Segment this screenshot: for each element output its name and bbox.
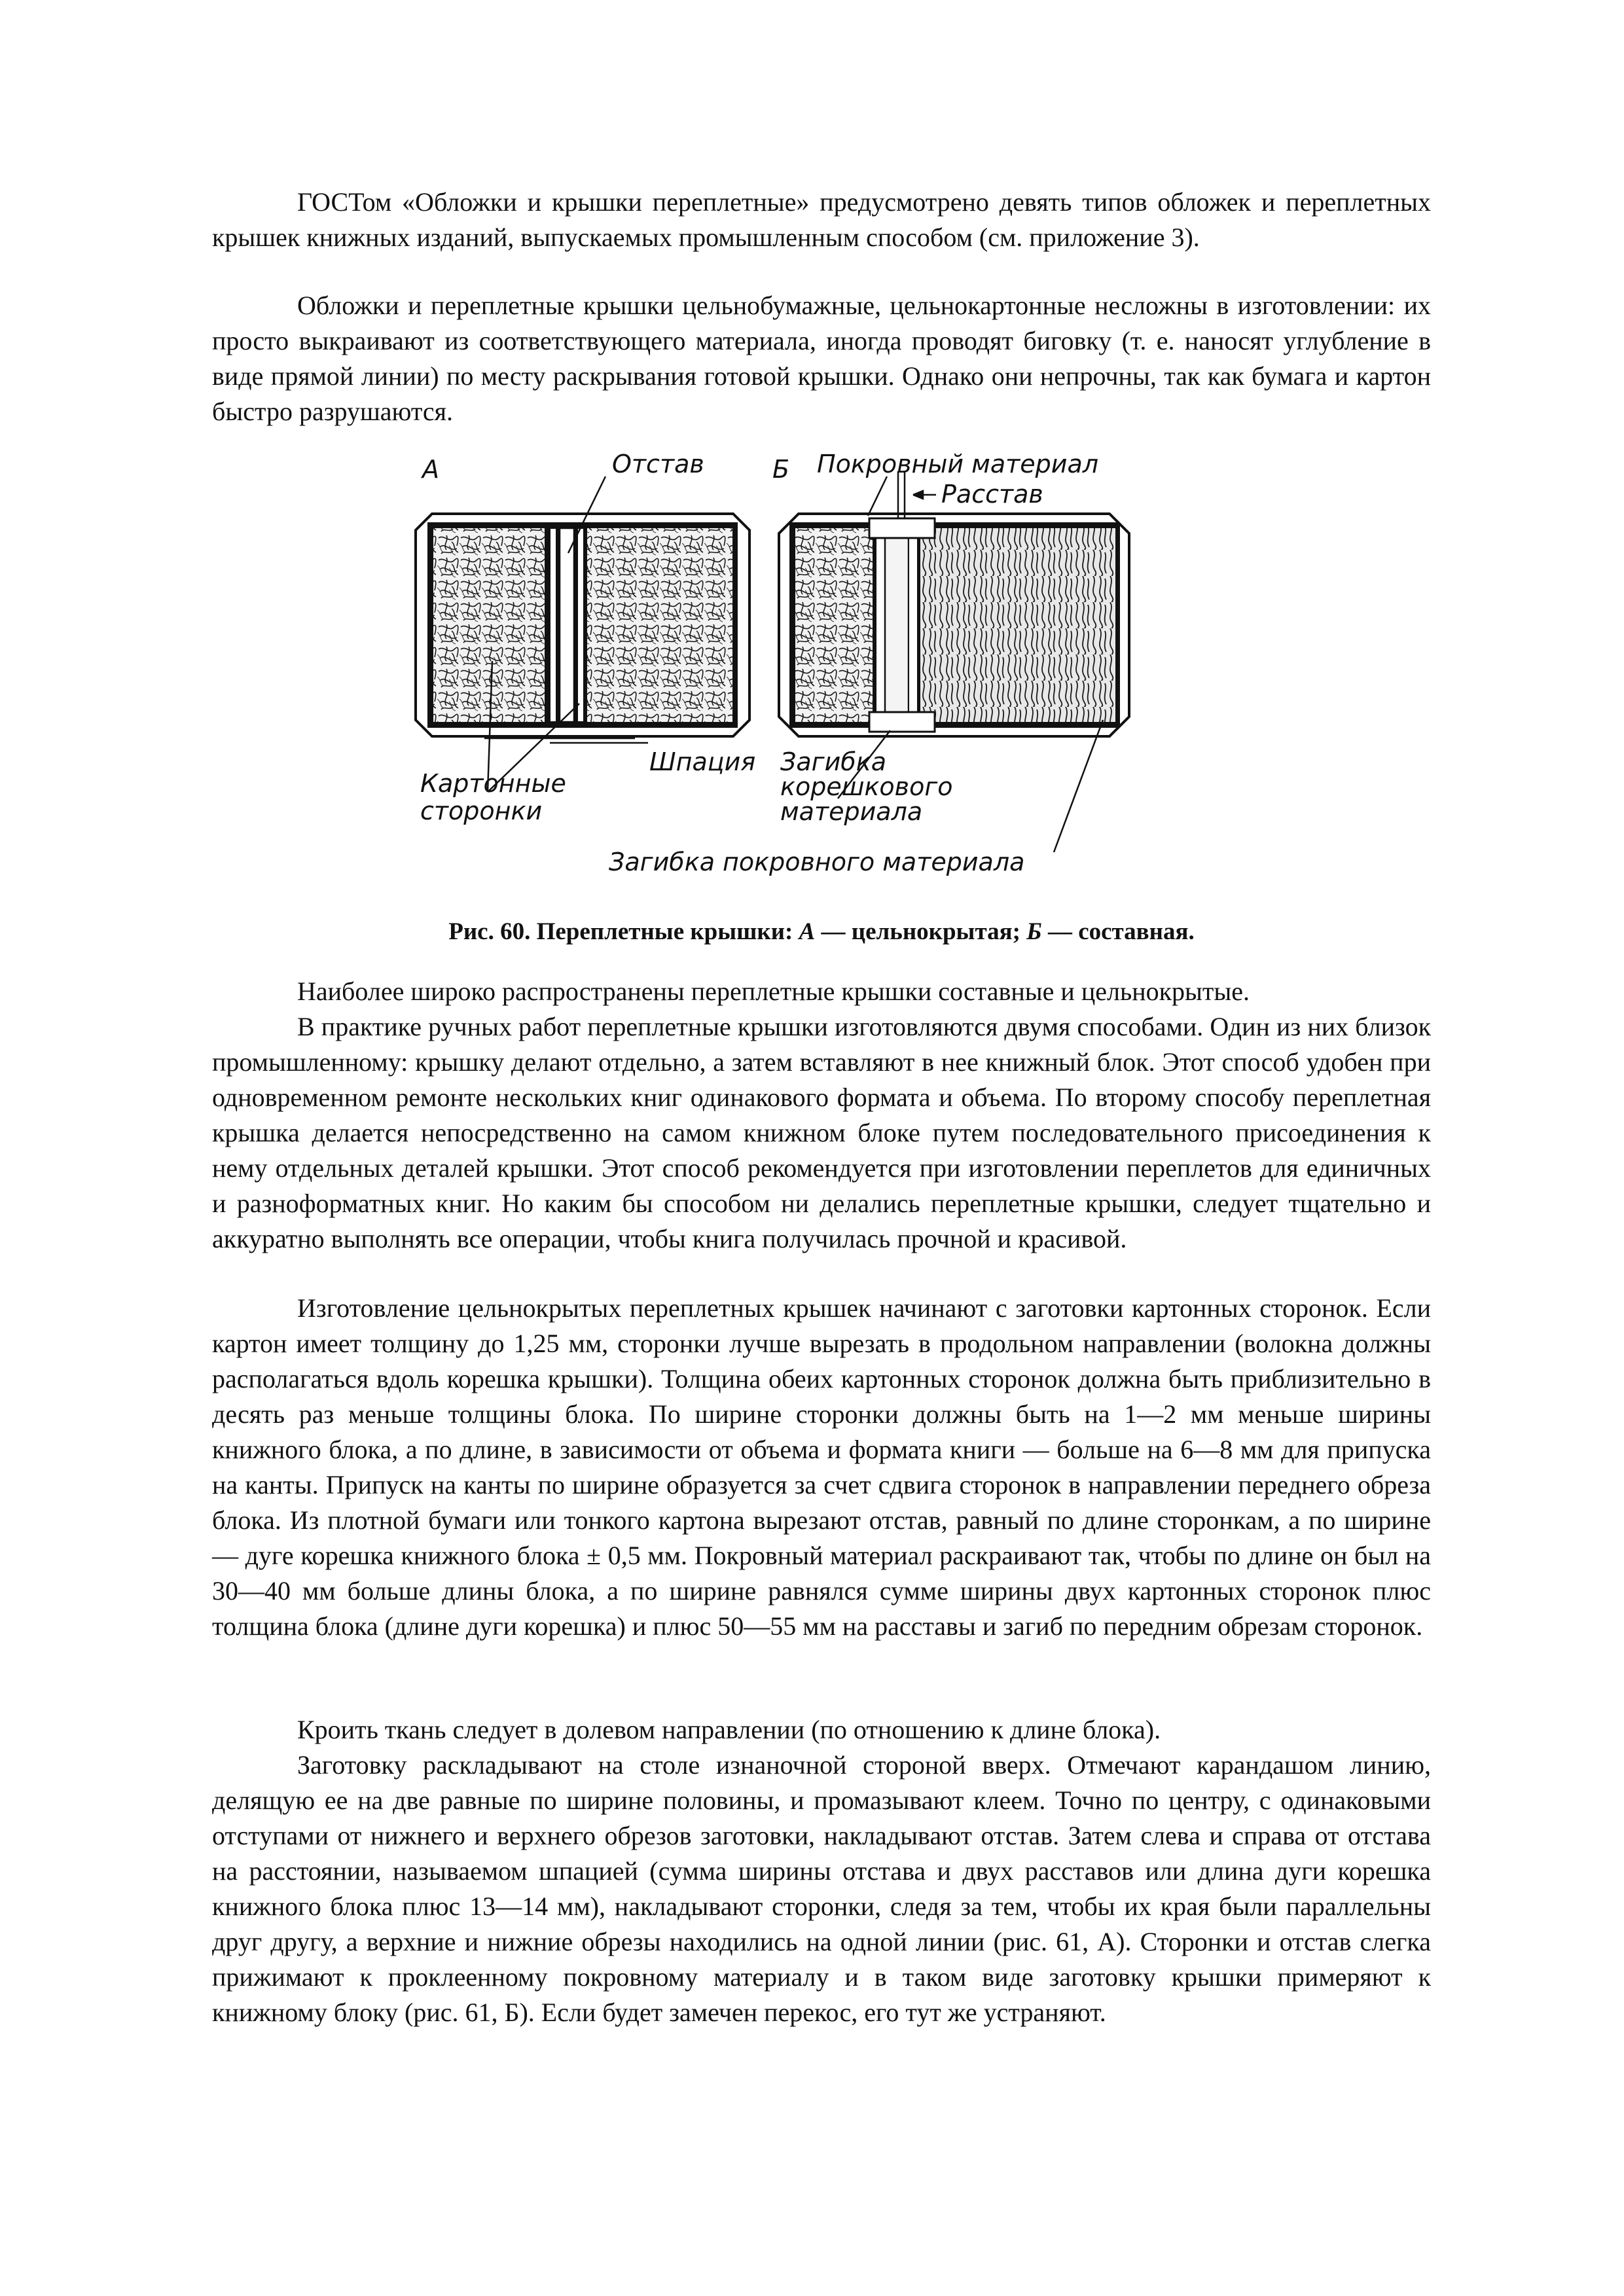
label-zagibka-kor-1: Загибка [780, 747, 886, 776]
paragraph-assembly: Заготовку раскладывают на столе изнаночной стороной вверх. Отмечают карандашом линию, делящую ее на две равные по ширине половины, и промазывают клеем. Точно по центру, с одинаковыми отступами от нижнего и верхнего обрезов заготовки, накладывают отстав. Затем слева и справа от отстава на расстоянии, называемом шпацией (сумма ширины отстава и двух расставов или длина дуги корешка книжного блока плюс 13—14 мм), накладывают сторонки, следя за тем, чтобы их края были параллельны друг другу, а верхние и нижние обрезы находились на одной линии (рис. 61, А). Сторонки и отстав слегка прижимают к проклеенному покровному материалу и в таком виде заготовку крышки примеряют к книжному блоку (рис. 61, Б). Если будет замечен перекос, его тут же устраняют. [212, 1750, 1431, 2027]
spine-strip-b [885, 528, 909, 722]
cardboard-left-a [433, 528, 545, 722]
paragraph-manufacture: Изготовление цельнокрытых переплетных крышек начинают с заготовки картонных сторонок. Если картон имеет толщину до 1,25 мм, сторонки лучше вырезать в продольном направлении (волокна должны располагаться вдоль корешка крышки). Толщина обеих картонных сторонок должна быть приблизительно в десять раз меньше толщины блока. По ширине сторонки должны быть на 1—2 мм меньше ширины книжного блока, а по длине, в зависимости от объема и формата книги — больше на 6—8 мм для припуска на канты. Припуск на канты по ширине образуется за счет сдвига сторонок в направлении переднего обреза блока. Из плотной бумаги или тонкого картона вырезают отстав, равный по длине сторонкам, а по ширине — дуге корешка книжного блока ± 0,5 мм. Покровный материал раскраивают так, чтобы по длине он был на 30—40 мм больше длины блока, а по ширине равнялся сумме ширины двух картонных сторонок плюс толщина блока (длине дуги корешка) и плюс 50—55 мм на расставы и загиб по передним обрезам сторонок. [212, 1293, 1431, 1641]
caption-b-letter: Б [1026, 918, 1042, 945]
spacing-right-b [909, 528, 918, 722]
paragraph-intro: ГОСТом «Обложки и крышки переплетные» предусмотрено девять типов обложек и переплетных крышек книжных изданий, выпускаемых промышленным способом (см. приложение 3). [212, 187, 1431, 252]
cover-a [416, 514, 749, 736]
figure-caption [212, 916, 1431, 948]
label-otstav: Отстав [612, 450, 704, 478]
caption-prefix: Рис. 60. Переплетные крышки: [448, 918, 799, 945]
paragraph-fabric: Кроить ткань следует в долевом направлении (по отношению к длине блока). [297, 1715, 1161, 1744]
spine-fold-top-b [869, 518, 935, 538]
label-a: А [422, 455, 439, 484]
cover-b [779, 514, 1129, 736]
label-shpatsiya: Шпация [649, 747, 756, 776]
label-pokrovny: Покровный материал [817, 450, 1099, 478]
label-zagibka-pokr: Загибка покровного материала [609, 848, 1025, 876]
spacing-left-a [550, 528, 556, 722]
spine-strip-a [560, 528, 574, 722]
caption-a-letter: А [799, 918, 816, 945]
label-rasstav: Расстав [941, 480, 1043, 509]
figure-60 [393, 445, 1257, 916]
label-kartonnye-2: сторонки [420, 797, 543, 825]
cardboard-right-a [587, 528, 732, 722]
label-b: Б [772, 455, 790, 484]
label-kartonnye-1: Картонные [420, 769, 566, 798]
spacing-left-b [876, 528, 885, 722]
label-zagibka-kor-2: корешкового [780, 772, 953, 801]
label-zagibka-kor-3: материала [780, 797, 923, 826]
paragraph-common-types: Наиболее широко распространены переплетные крышки составные и цельнокрытые. [297, 977, 1250, 1006]
caption-b-text: — составная. [1041, 918, 1195, 945]
cardboard-left-b [795, 528, 873, 722]
paragraph-types: Обложки и переплетные крышки цельнобумажные, цельнокартонные несложны в изготовлении: их просто выкраивают из соответствующего материала, иногда проводят биговку (т. е. наносят углубление в виде прямой линии) по месту раскрывания готовой крышки. Однако они непрочны, так как бумага и картон быстро разрушаются. [212, 291, 1431, 426]
paragraph-methods: В практике ручных работ переплетные крышки изготовляются двумя способами. Один из них близок промышленному: крышку делают отдельно, а затем вставляют в нее книжный блок. Этот способ удобен при одновременном ремонте нескольких книг одинакового формата и объема. По второму способу переплетная крышка делается непосредственно на самом книжном блоке путем последовательного присоединения к нему отдельных деталей крышки. Этот способ рекомендуется при изготовлении переплетов для единичных и разноформатных книг. Но каким бы способом ни делались переплетные крышки, следует тщательно и аккуратно выполнять все операции, чтобы книга получилась прочной и красивой. [212, 1012, 1431, 1253]
caption-a-text: — цельнокрытая; [815, 918, 1027, 945]
spine-fold-bottom-b [869, 712, 935, 732]
cardboard-right-b [920, 528, 1115, 722]
spacing-right-a [577, 528, 584, 722]
